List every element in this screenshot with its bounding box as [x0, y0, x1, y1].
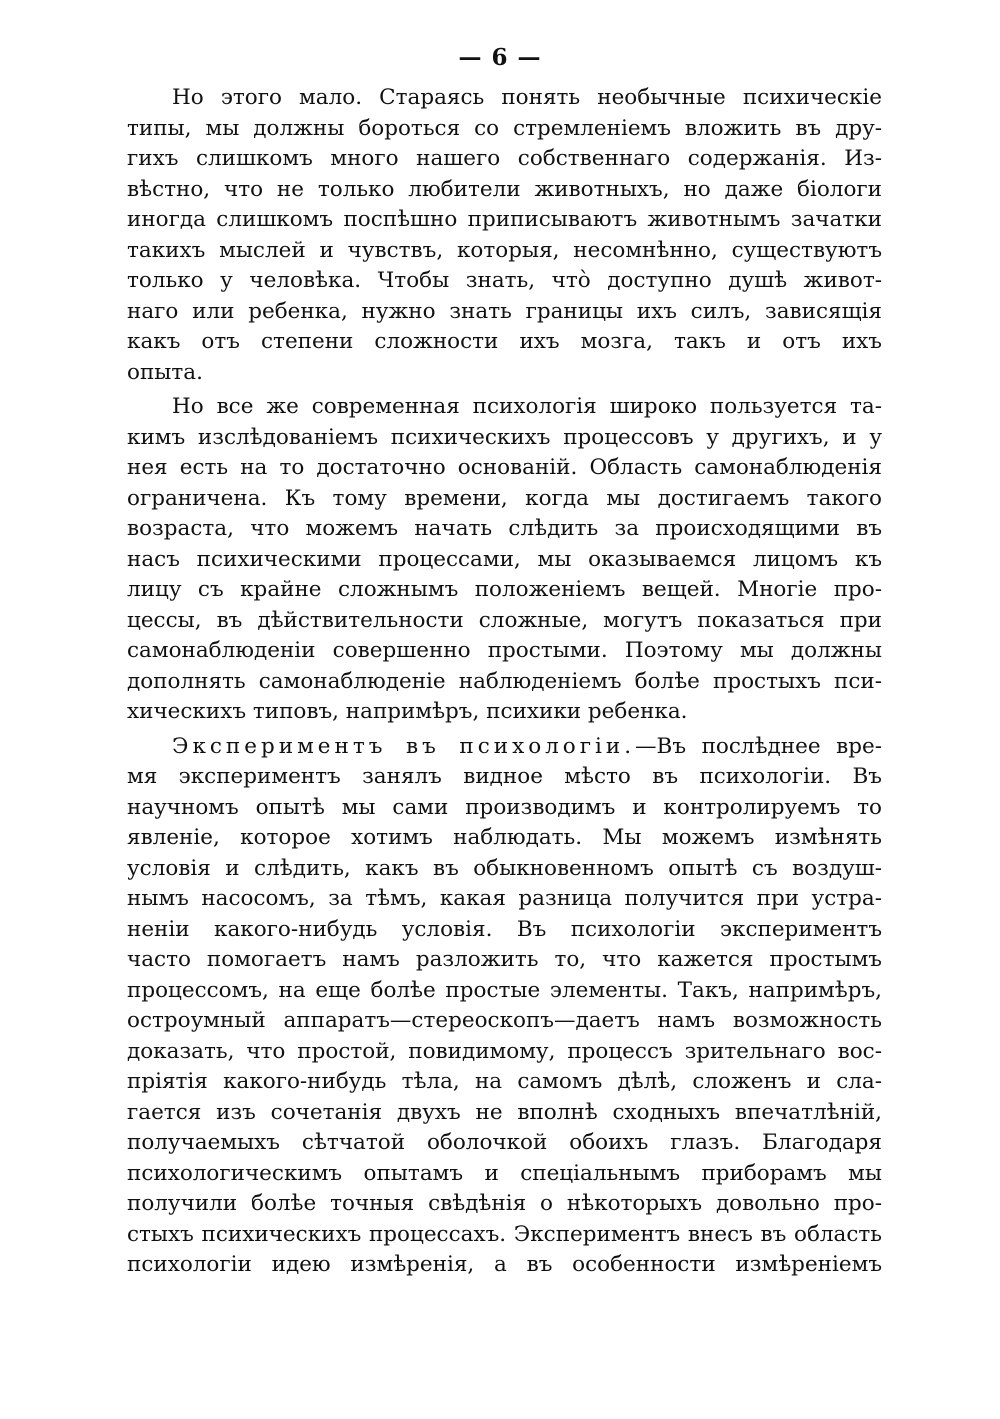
- text-line: научномъ опытѣ мы сами производимъ и контролируемъ то: [127, 794, 882, 820]
- text-line: какъ отъ степени сложности ихъ мозга, такъ и отъ ихъ: [127, 329, 882, 354]
- page-number: — 6 —: [458, 44, 542, 71]
- text-line: только у человѣка. Чтобы знать, что̀ доступно душѣ живот-: [127, 268, 882, 293]
- text-line: остроумный аппаратъ—стереоскопъ—даетъ намъ возможность: [127, 1008, 882, 1033]
- text-line: условія и слѣдить, какъ въ обыкновенномъ опытѣ съ воздуш-: [127, 855, 882, 881]
- section-heading: Экспериментъ въ психологіи.: [172, 733, 636, 759]
- text-line: самонаблюденіи совершенно простыми. Поэтому мы должны: [127, 638, 882, 663]
- text-line: гается изъ сочетанія двухъ не вполнѣ сходныхъ впечатлѣній,: [127, 1099, 882, 1125]
- text-line: типы, мы должны бороться со стремленіемъ вложить въ дру-: [127, 115, 882, 141]
- text-line: психологіи идею измѣренія, а въ особенности измѣреніемъ: [127, 1252, 882, 1277]
- text-line: иногда слишкомъ поспѣшно приписываютъ животнымъ зачатки: [127, 207, 882, 232]
- text-line: Но этого мало. Стараясь понять необычные психическіе: [172, 85, 882, 110]
- text-line: наго или ребенка, нужно знать границы ихъ силъ, зависящія: [127, 298, 882, 324]
- text-line: нымъ насосомъ, за тѣмъ, какая разница получится при устра-: [127, 886, 882, 911]
- text-line: цессы, въ дѣйствительности сложные, могутъ показаться при: [127, 607, 882, 633]
- text-line: такихъ мыслей и чувствъ, которыя, несомнѣнно, существуютъ: [127, 237, 882, 263]
- text-line: доказать, что простой, повидимому, процессъ зрительнаго вос-: [127, 1038, 882, 1064]
- text-line: неніи какого-нибудь условія. Въ психологіи экспериментъ: [127, 916, 882, 942]
- text-line: Но все же современная психологія широко пользуется та-: [172, 394, 882, 419]
- heading-line-rest: —Въ послѣднее вре-: [635, 733, 882, 759]
- text-line: опыта.: [127, 359, 203, 385]
- text-line: возраста, что можемъ начать слѣдить за происходящими въ: [127, 516, 882, 541]
- text-line: пріятія какого-нибудь тѣла, на самомъ дѣлѣ, сложенъ и сла-: [127, 1069, 882, 1094]
- text-line: часто помогаетъ намъ разложить то, что кажется простымъ: [127, 947, 882, 972]
- text-line: кимъ изслѣдованіемъ психическихъ процессовъ у другихъ, и у: [127, 424, 882, 450]
- text-line: получаемыхъ сѣтчатой оболочкой обоихъ глазъ. Благодаря: [127, 1130, 882, 1155]
- section-heading-line: [127, 732, 882, 763]
- text-line: мя экспериментъ занялъ видное мѣсто въ психологіи. Въ: [127, 764, 882, 789]
- text-line: получили болѣе точныя свѣдѣнія о нѣкоторыхъ довольно про-: [127, 1191, 882, 1216]
- text-line: гихъ слишкомъ много нашего собственнаго содержанія. Из-: [127, 146, 882, 171]
- text-line: лицу съ крайне сложнымъ положеніемъ вещей. Многіе про-: [127, 577, 882, 602]
- text-line: процессомъ, на еще болѣе простые элементы. Такъ, напримѣръ,: [127, 977, 882, 1003]
- text-line: дополнять самонаблюденіе наблюденіемъ болѣе простыхъ пси-: [127, 668, 882, 694]
- text-line: стыхъ психическихъ процессахъ. Экспериментъ внесъ въ область: [127, 1221, 882, 1247]
- text-line: вѣстно, что не только любители животныхъ, но даже біологи: [127, 176, 882, 202]
- text-line: ограничена. Къ тому времени, когда мы достигаемъ такого: [127, 485, 882, 511]
- text-line: явленіе, которое хотимъ наблюдать. Мы можемъ измѣнять: [127, 825, 882, 850]
- text-line: хическихъ типовъ, напримѣръ, психики ребенка.: [127, 699, 688, 724]
- text-line: нея есть на то достаточно основаній. Область самонаблюденія: [127, 455, 882, 480]
- body-text: [127, 83, 882, 1281]
- text-line: психологическимъ опытамъ и спеціальнымъ приборамъ мы: [127, 1160, 882, 1186]
- text-line: насъ психическими процессами, мы оказываемся лицомъ къ: [127, 546, 882, 572]
